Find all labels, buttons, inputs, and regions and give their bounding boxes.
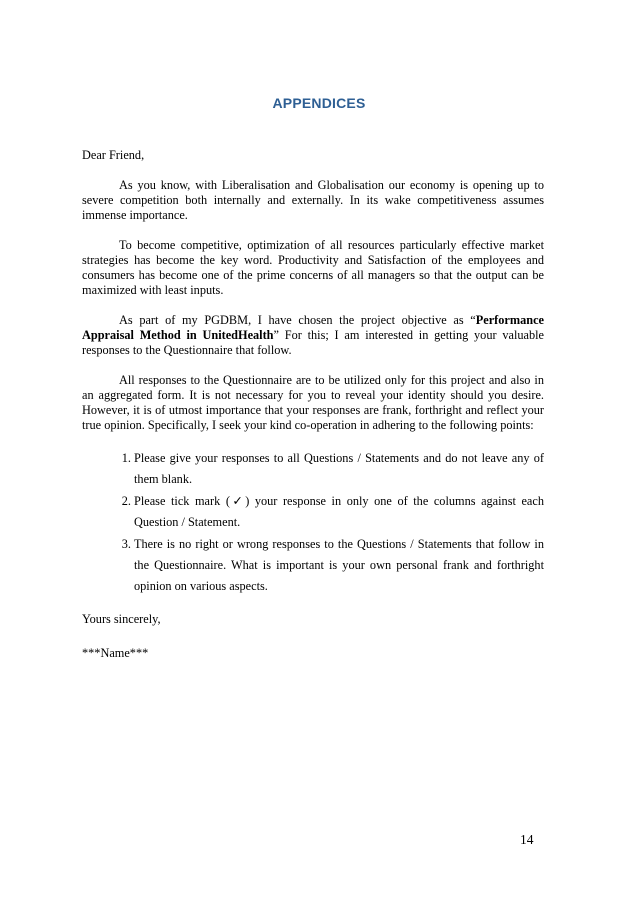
salutation: Dear Friend, [82,148,145,162]
closing: Yours sincerely, [82,612,161,626]
page-title: APPENDICES [272,95,366,111]
paragraph-instructions: All responses to the Questionnaire are to be utilized only for this project and also in an aggregated form. It is not necessary for you to reveal your identity should you desire. However, it is of utmost importance that your responses are frank, forthright and reflect your true opinion. Specifically, I seek your kind co-operation in adhering to the following points: [82,373,544,432]
signature: ***Name*** [82,646,149,660]
page-number: 14 [520,832,534,847]
points-list [82,448,544,597]
paragraph-objective [82,313,544,358]
letter-body [82,148,544,661]
project-title: Performance Appraisal Method in UnitedHealth [82,313,544,342]
list-item: 3. There is no right or wrong responses to the Questions / Statements that follow in the Questionnaire. What is important is your own personal frank and forthright opinion on various aspects. [134,534,544,597]
paragraph-competition: As you know, with Liberalisation and Globalisation our economy is opening up to severe competition both internally and externally. In its wake competitiveness assumes immense importance. [82,178,544,222]
paragraph-optimization: To become competitive, optimization of all resources particularly effective market strategies has become the key word. Productivity and Satisfaction of the employees and consumers has become one of the prime concerns of all managers so that the output can be maximized with least inputs. [82,238,544,297]
objective-text-after: ” For this; I am interested in getting your valuable responses to the Questionnaire that follow. [82,328,544,357]
objective-text-before: As part of my PGDBM, I have chosen the project objective as “ [119,313,476,327]
list-item: 2. Please tick mark (✓) your response in only one of the columns against each Question / Statement. [134,491,544,533]
list-item: 1. Please give your responses to all Questions / Statements and do not leave any of them blank. [134,448,544,490]
